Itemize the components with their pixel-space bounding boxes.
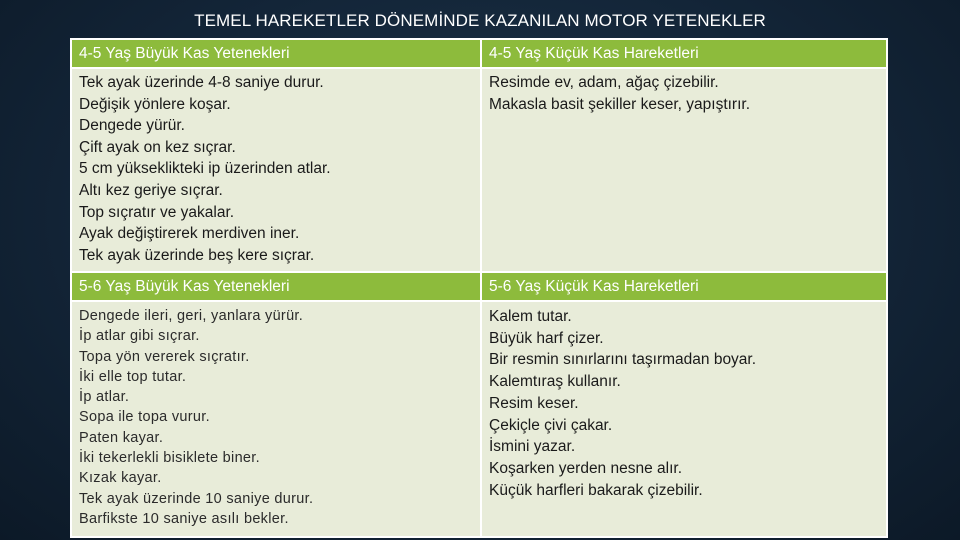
table-row	[71, 301, 887, 537]
list-item: Sopa ile topa vurur.	[79, 409, 210, 426]
table-row	[71, 272, 887, 301]
list-item: Büyük harf çizer.	[489, 329, 604, 347]
list-item: Kalem tutar.	[489, 308, 572, 325]
table-row	[71, 39, 887, 68]
list-item: İp atlar gibi sıçrar.	[79, 328, 200, 345]
list-item: Dengede ileri, geri, yanlara yürür.	[79, 308, 304, 324]
list-item: Resim keser.	[489, 394, 579, 412]
list-item: Tek ayak üzerinde 10 saniye durur.	[79, 490, 314, 507]
list-item: 5 cm yükseklikteki ip üzerinden atlar.	[79, 160, 331, 178]
list-item: Top sıçratır ve yakalar.	[79, 203, 235, 221]
list-item: İki elle top tutar.	[79, 368, 187, 385]
list-item: Çift ayak on kez sıçrar.	[79, 138, 236, 156]
motor-skills-table	[70, 38, 888, 538]
list-item: İsmini yazar.	[489, 438, 576, 456]
list-item: Paten kayar.	[79, 429, 164, 446]
list-item: İp atlar.	[79, 389, 130, 406]
fine-motor-list-4-5	[481, 68, 887, 272]
gross-motor-header-4-5: 4-5 Yaş Büyük Kas Yetenekleri	[71, 39, 481, 68]
list-item: Barfikste 10 saniye asılı bekler.	[79, 510, 289, 527]
list-item: Tek ayak üzerinde beş kere sıçrar.	[79, 246, 315, 264]
fine-motor-list-5-6	[481, 301, 887, 537]
list-item: Resimde ev, adam, ağaç çizebilir.	[489, 74, 719, 91]
list-item: Bir resmin sınırlarını taşırmadan boyar.	[489, 351, 757, 369]
gross-motor-header-5-6: 5-6 Yaş Büyük Kas Yetenekleri	[71, 272, 481, 301]
fine-motor-header-5-6: 5-6 Yaş Küçük Kas Hareketleri	[481, 272, 887, 301]
table-row	[71, 68, 887, 272]
list-item: Koşarken yerden nesne alır.	[489, 459, 683, 477]
list-item: Tek ayak üzerinde 4-8 saniye durur.	[79, 74, 324, 91]
gross-motor-list-4-5	[71, 68, 481, 272]
list-item: Kalemtıraş kullanır.	[489, 373, 621, 391]
list-item: Kızak kayar.	[79, 470, 162, 487]
list-item: Çekiçle çivi çakar.	[489, 416, 613, 434]
list-item: Küçük harfleri bakarak çizebilir.	[489, 481, 703, 499]
fine-motor-header-4-5: 4-5 Yaş Küçük Kas Hareketleri	[481, 39, 887, 68]
list-item: Topa yön vererek sıçratır.	[79, 348, 250, 365]
list-item: İki tekerlekli bisiklete biner.	[79, 450, 260, 467]
slide-title: TEMEL HAREKETLER DÖNEMİNDE KAZANILAN MOTOR YETENEKLER	[194, 11, 766, 30]
list-item: Ayak değiştirerek merdiven iner.	[79, 225, 300, 243]
list-item: Altı kez geriye sıçrar.	[79, 181, 223, 199]
list-item: Dengede yürür.	[79, 117, 185, 135]
list-item: Değişik yönlere koşar.	[79, 95, 231, 113]
gross-motor-list-5-6	[71, 301, 481, 537]
list-item: Makasla basit şekiller keser, yapıştırır.	[489, 95, 751, 113]
